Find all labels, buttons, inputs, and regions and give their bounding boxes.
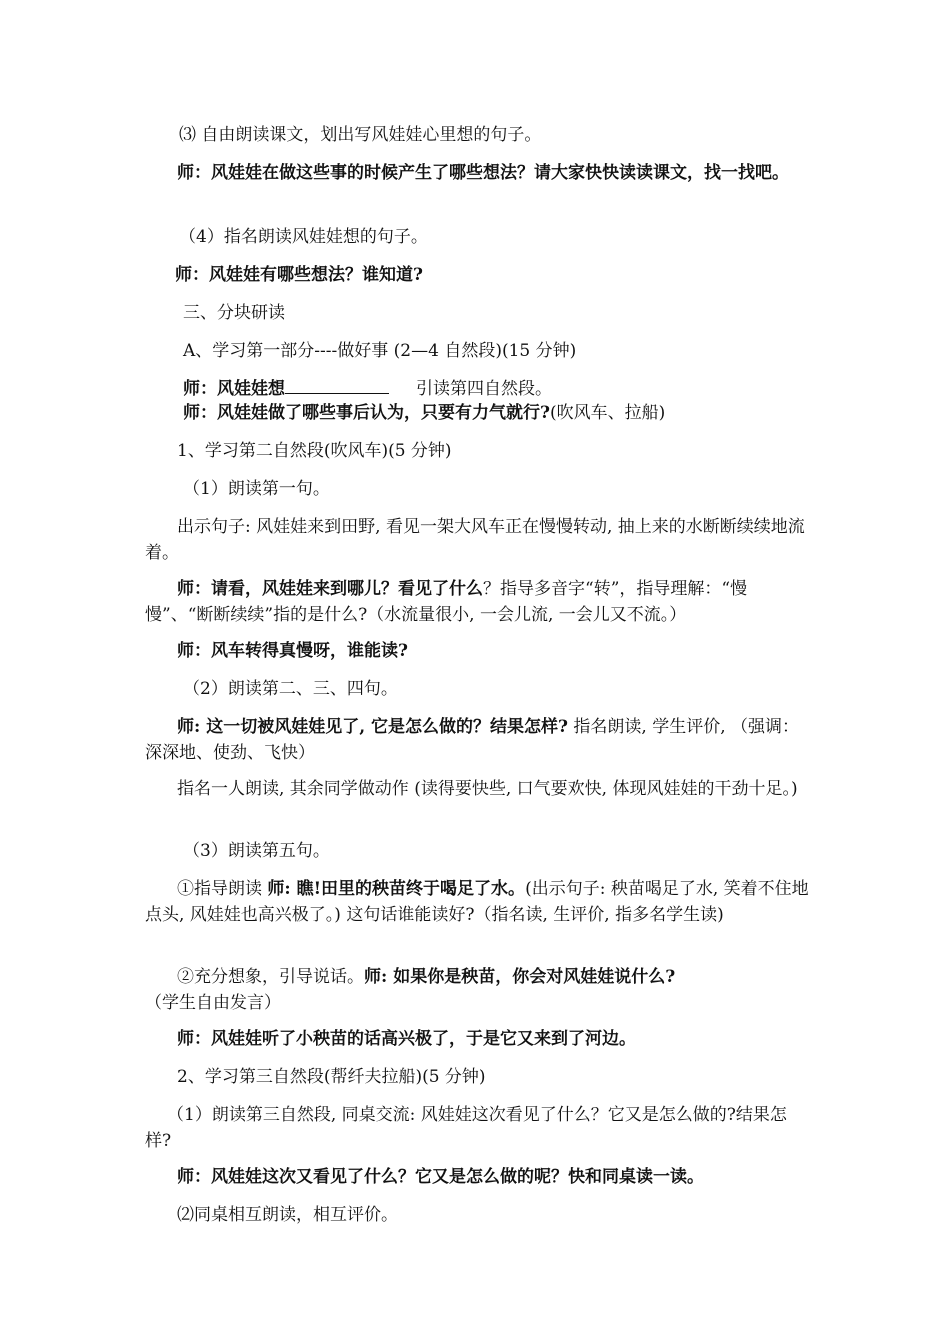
study-paragraph-three-heading: 2、学习第三自然段(帮纤夫拉船)(5 分钟): [177, 1067, 486, 1087]
one-student-reads: 指名一人朗读, 其余同学做动作 (读得要快些, 口气要欢快, 体现风娃娃的干劲十足。): [177, 779, 798, 799]
display-sentence-windmill: 出示句子: 风娃娃来到田野, 看见一架大风车正在慢慢转动, 抽上来的水断断续续地流着。: [145, 517, 805, 563]
partner-reading-evaluate: ⑵同桌相互朗读，相互评价。: [177, 1205, 398, 1225]
section-heading-three: 三、分块研读: [183, 303, 285, 323]
teacher-prompt-ideas: 师：风娃娃在做这些事的时候产生了哪些想法？请大家快快读读课文，找一找吧。: [177, 163, 789, 183]
read-first-sentence: （1）朗读第一句。: [183, 479, 330, 499]
teacher-to-river: 师：风娃娃听了小秧苗的话高兴极了，于是它又来到了河边。: [177, 1029, 636, 1049]
part-a-heading: A、学习第一部分----做好事 (2—4 自然段)(15 分钟): [183, 341, 577, 361]
teacher-windmill-slow: 师：风车转得真慢呀，谁能读?: [177, 641, 408, 661]
step-4-named-reading: （4）指名朗读风娃娃想的句子。: [179, 227, 428, 247]
teacher-read-with-partner: 师：风娃娃这次又看见了什么？它又是怎么做的呢？快和同桌读一读。: [177, 1167, 704, 1187]
read-fifth-sentence: （3）朗读第五句。: [183, 841, 330, 861]
teacher-question-ideas: 师：风娃娃有哪些想法？谁知道?: [175, 265, 423, 285]
teacher-question-deeds: 师：风娃娃做了哪些事后认为，只要有力气就行?(吹风车、拉船): [183, 403, 666, 423]
imagination-speaking: ②充分想象，引导说话。师: 如果你是秧苗，你会对风娃娃说什么?（学生自由发言）: [145, 967, 676, 1013]
fill-in-blank: [285, 377, 389, 394]
guided-reading-seedlings: ①指导朗读 师: 瞧!田里的秧苗终于喝足了水。(出示句子: 秧苗喝足了水, 笑着不住地点头, 风娃娃也高兴极了。) 这句话谁能读好?（指名读, 生评价, 指多名学生读): [145, 879, 809, 925]
read-paragraph-three-discuss: （1）朗读第三自然段, 同桌交流: 风娃娃这次看见了什么？它又是怎么做的?结果怎样?: [145, 1105, 787, 1151]
read-sentences-two-three-four: （2）朗读第二、三、四句。: [183, 679, 398, 699]
step-3-free-reading: ⑶ 自由朗读课文，划出写风娃娃心里想的句子。: [179, 125, 542, 145]
teacher-fill-blank-line: 师：风娃娃想 引读第四自然段。: [183, 379, 553, 399]
study-paragraph-two-heading: 1、学习第二自然段(吹风车)(5 分钟): [177, 441, 452, 461]
teacher-look-where: 师：请看，风娃娃来到哪儿？看见了什么？指导多音字“转”，指导理解：“慢慢”、“断断续续”指的是什么?（水流量很小, 一会儿流, 一会儿又不流。）: [145, 579, 748, 625]
teacher-what-did-it-do: 师: 这一切被风娃娃见了, 它是怎么做的？结果怎样? 指名朗读, 学生评价, （强调：深深地、使劲、飞快）: [145, 717, 800, 763]
